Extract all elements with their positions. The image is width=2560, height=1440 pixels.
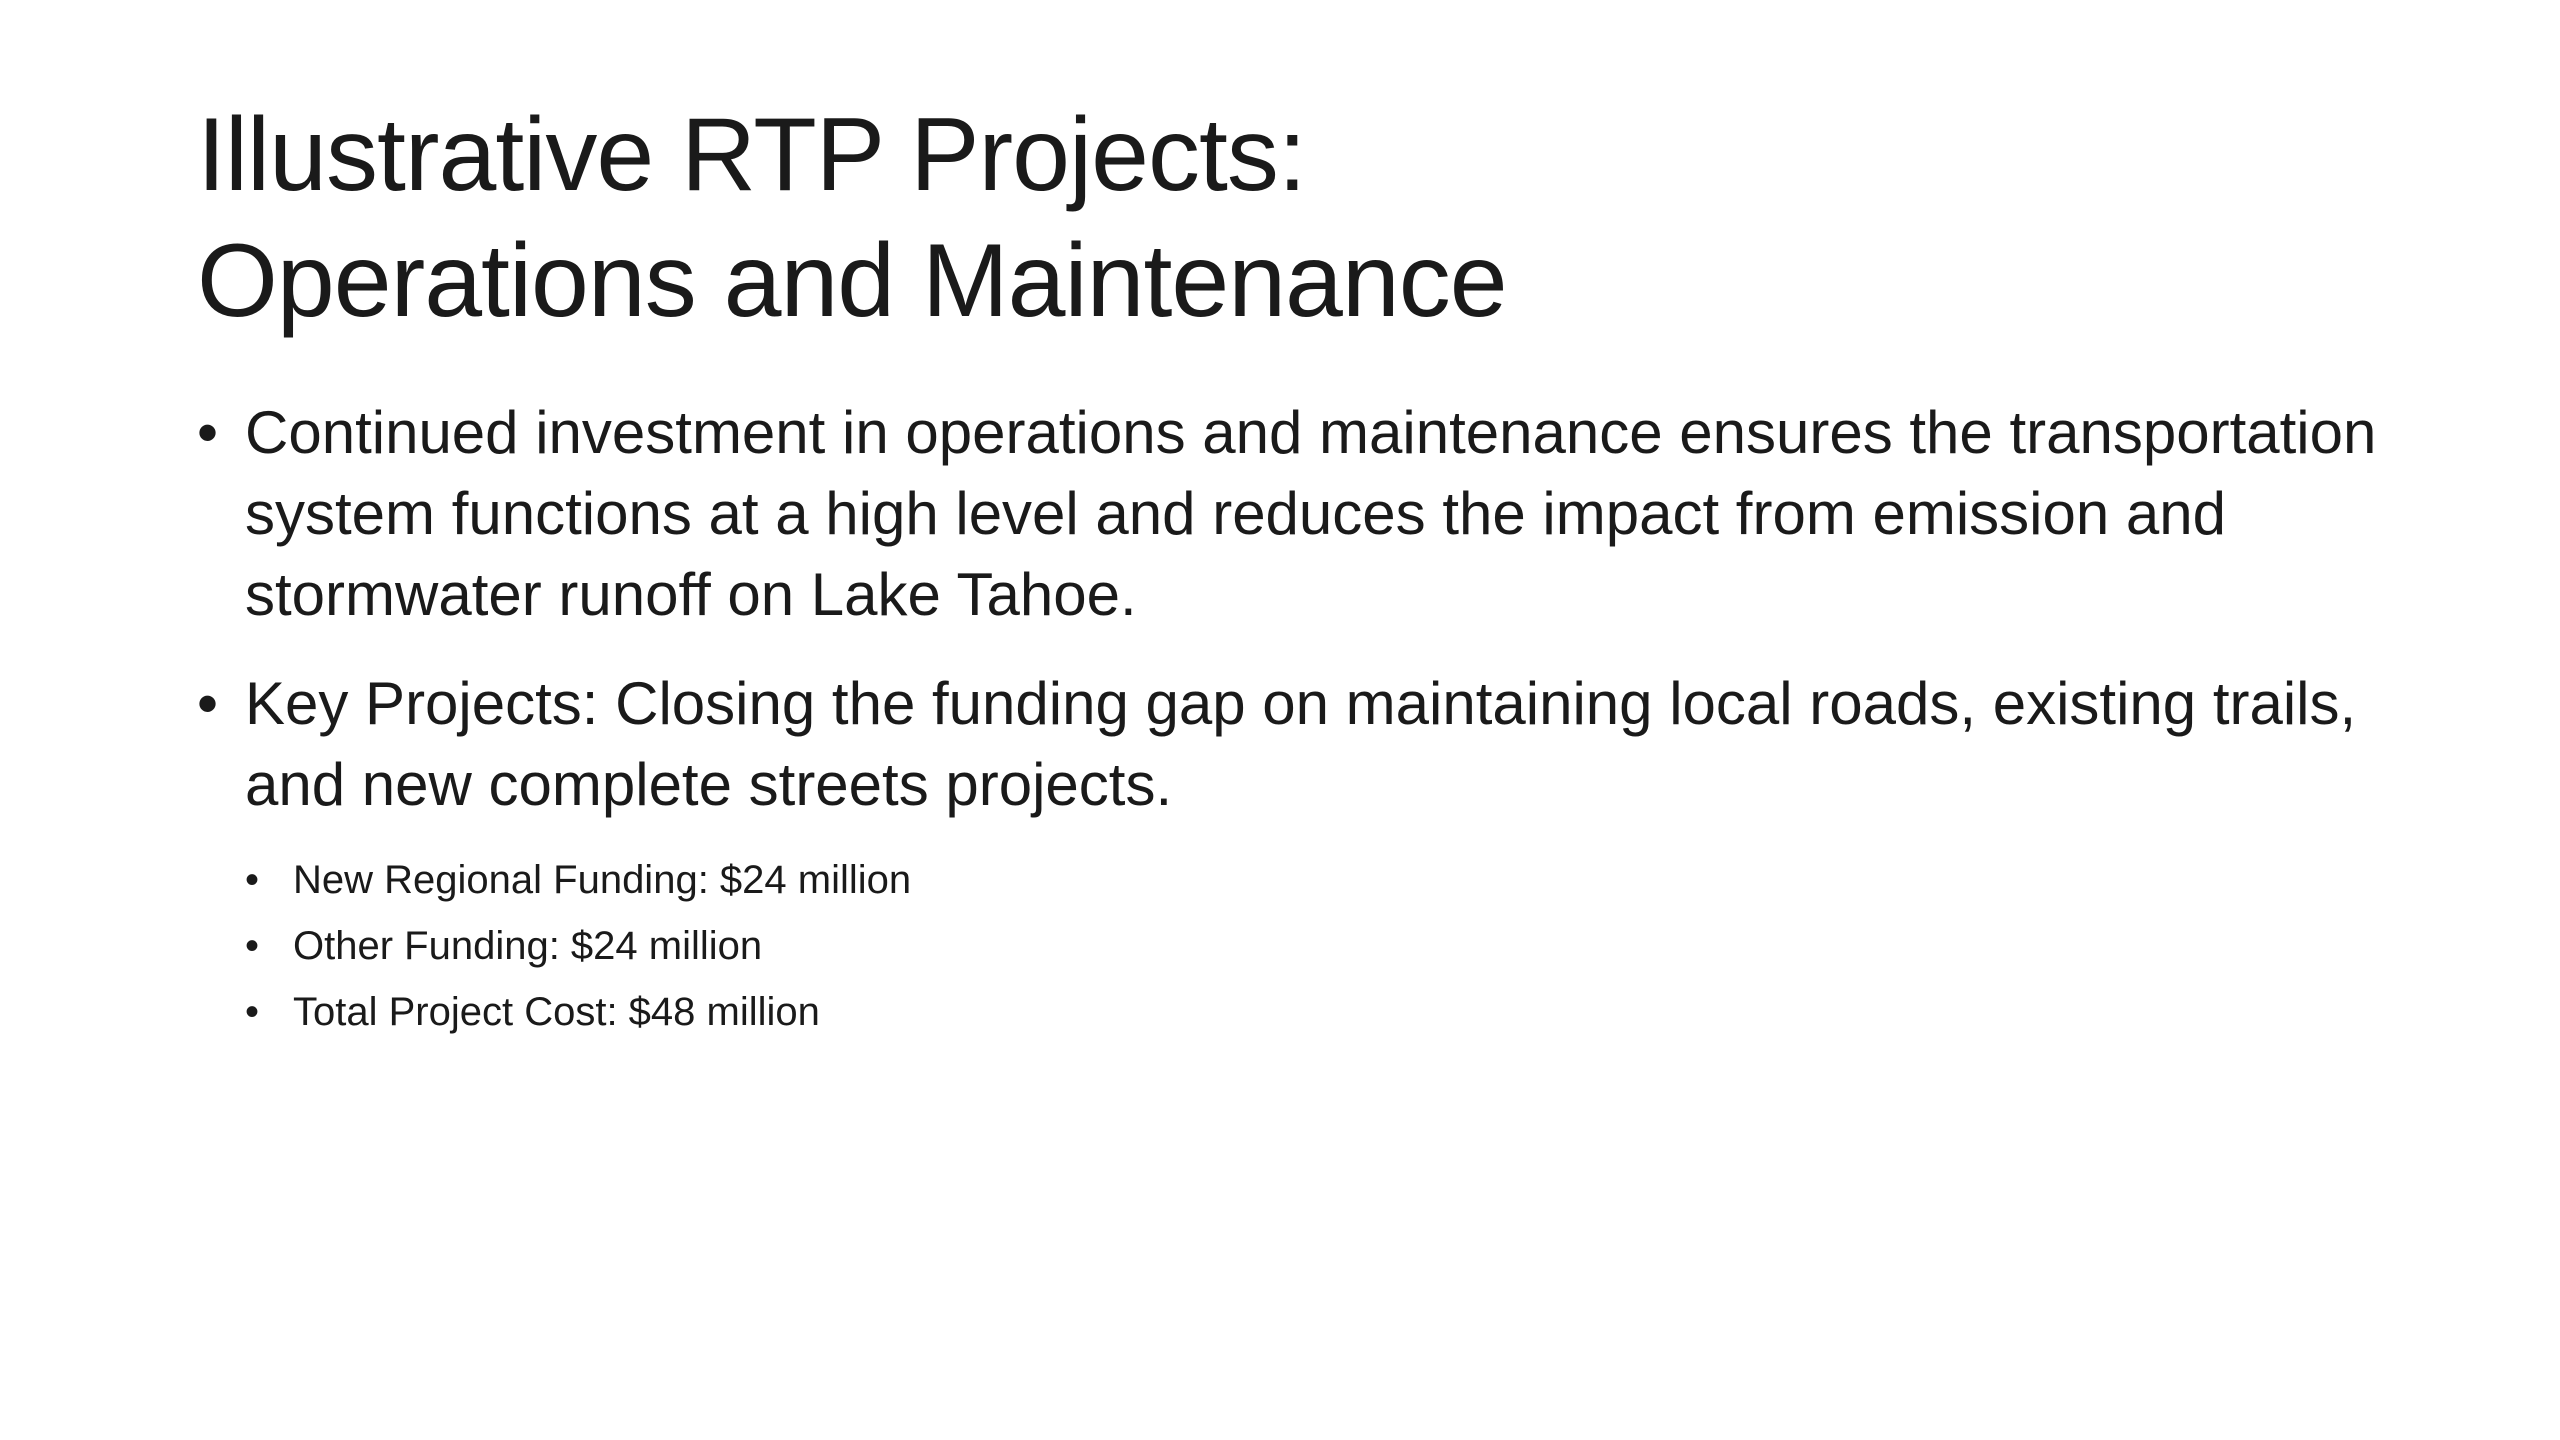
slide-body <box>197 392 2377 1051</box>
sub-bullet-text: Total Project Cost: $48 million <box>293 990 820 1034</box>
sub-bullet-dot-icon: • <box>245 990 260 1034</box>
sub-bullet-total-cost <box>245 985 2377 1039</box>
bullet-dot-icon: • <box>197 399 219 466</box>
sub-bullet-dot-icon: • <box>245 924 260 968</box>
slide-title-line-1: Illustrative RTP Projects: <box>197 97 1306 213</box>
slide-title <box>197 92 2397 344</box>
sub-bullet-dot-icon: • <box>245 858 260 902</box>
sub-bullet-list <box>197 853 2377 1039</box>
bullet-text: Key Projects: Closing the funding gap on maintaining local roads, existing trails, and new complete streets projects. <box>245 670 2357 818</box>
bullet-list <box>197 392 2377 825</box>
bullet-dot-icon: • <box>197 670 219 737</box>
sub-bullet-other-funding <box>245 919 2377 973</box>
bullet-item-key-projects <box>197 663 2377 825</box>
bullet-item-investment <box>197 392 2377 635</box>
sub-bullet-text: New Regional Funding: $24 million <box>293 858 912 902</box>
sub-bullet-regional-funding <box>245 853 2377 907</box>
slide-title-line-2: Operations and Maintenance <box>197 223 1507 339</box>
sub-bullet-text: Other Funding: $24 million <box>293 924 763 968</box>
bullet-text: Continued investment in operations and maintenance ensures the transportation system functions at a high level and reduces the impact from emission and stormwater runoff on Lake Tahoe. <box>245 399 2377 628</box>
